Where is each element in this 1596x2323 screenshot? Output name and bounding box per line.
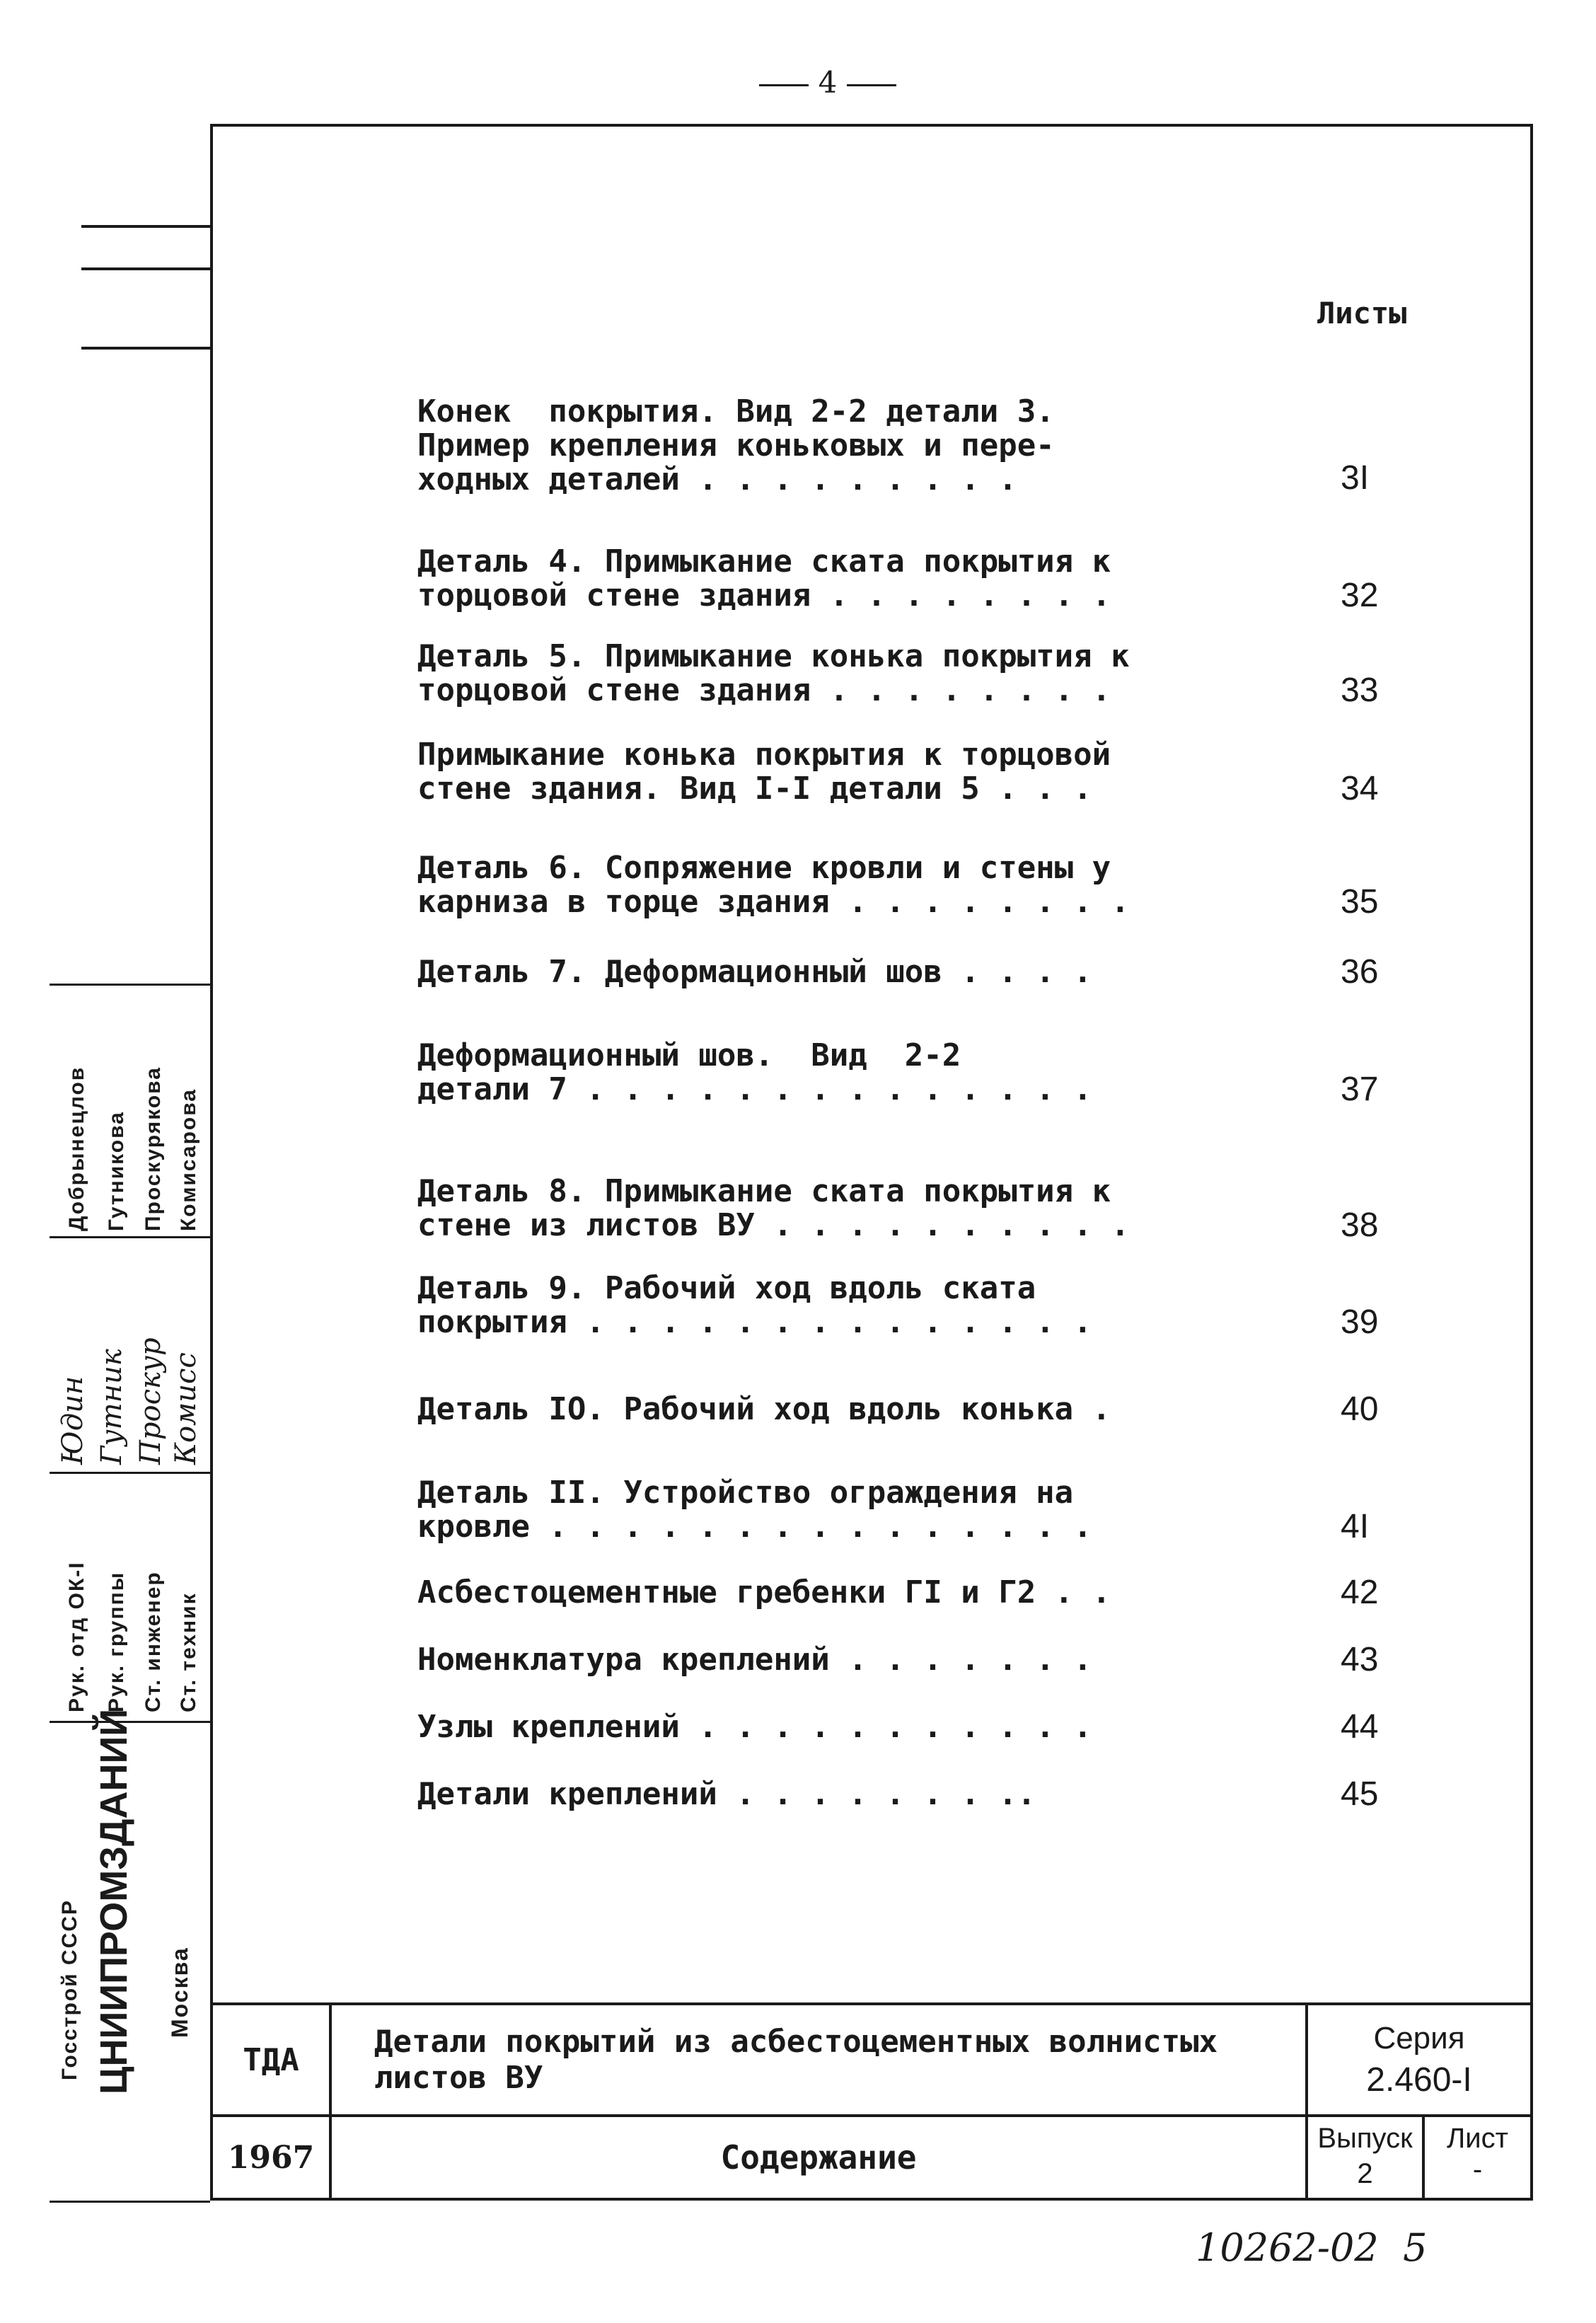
toc-entry-title: Деталь 8. Примыкание ската покрытия к стене из листов ВУ . . . . . . . . . .: [417, 1173, 1130, 1243]
toc-entry: [417, 1710, 1479, 1744]
toc-entry: [417, 640, 1479, 708]
toc-entry-title: Деталь 5. Примыкание конька покрытия к торцовой стене здания . . . . . . . .: [417, 638, 1130, 708]
toc-entry-page: 45: [1341, 1775, 1379, 1813]
approval-signature: Юдин: [57, 1376, 89, 1465]
toc-entry: [417, 1777, 1479, 1811]
approval-role: Рук. группы: [105, 1571, 128, 1712]
toc-entry-title: Деталь II. Устройство ограждения на кровле . . . . . . . . . . . . . . .: [417, 1475, 1092, 1545]
organization-name: ЦНИИПРОМЗДАНИЙ: [93, 1708, 135, 2094]
issue-label: Выпуск: [1317, 2123, 1413, 2154]
toc-entry-page: 34: [1341, 770, 1379, 807]
toc-entry-title: Номенклатура креплений . . . . . . .: [417, 1642, 1092, 1678]
toc-entry-page: 32: [1341, 577, 1379, 614]
margin-rule: [81, 225, 210, 228]
page-number: 4: [739, 65, 916, 100]
toc-entry-title: Деталь 4. Примыкание ската покрытия к торцовой стене здания . . . . . . . .: [417, 543, 1111, 613]
sheet-value: -: [1472, 2154, 1483, 2185]
toc-entry-page: 35: [1341, 883, 1379, 921]
approval-role: Рук. отд ОК-I: [65, 1561, 88, 1712]
sheet-cell: [1425, 2117, 1530, 2198]
margin-rule: [81, 267, 210, 270]
toc-entry-title: Деталь IO. Рабочий ход вдоль конька .: [417, 1391, 1111, 1427]
toc-entry-page: 3I: [1341, 459, 1370, 497]
series-value: 2.460-I: [1366, 2061, 1472, 2099]
approval-signature: Гутник: [96, 1349, 128, 1465]
toc-entry-title: Примыкание конька покрытия к торцовой стене здания. Вид I-I детали 5 . . .: [417, 737, 1111, 807]
approval-signature: Проскур: [134, 1337, 167, 1465]
toc-entry-page: 33: [1341, 671, 1379, 709]
toc-entry-title: Детали креплений . . . . . . . ..: [417, 1776, 1036, 1812]
toc-entry: [417, 1390, 1479, 1428]
toc-entry: [417, 395, 1479, 497]
toc-entry: [417, 1576, 1479, 1610]
toc-entry-page: 43: [1341, 1641, 1379, 1678]
toc-entry-title: Деталь 6. Сопряжение кровли и стены у карниза в торце здания . . . . . . . .: [417, 850, 1130, 920]
toc-entry-title: Деталь 7. Деформационный шов . . . .: [417, 954, 1092, 990]
year: 1967: [227, 2139, 315, 2176]
toc-entry-title: Узлы креплений . . . . . . . . . . .: [417, 1709, 1092, 1745]
series-label: Серия: [1373, 2021, 1465, 2056]
sheets-column-header: Листы: [1317, 296, 1407, 330]
series-cell: [1308, 2005, 1530, 2114]
toc-entry: [417, 1272, 1479, 1339]
toc-entry-page: 39: [1341, 1303, 1379, 1341]
archive-code: 10262-02 5: [1196, 2225, 1428, 2270]
issue-value: 2: [1357, 2158, 1373, 2189]
toc-entry-page: 36: [1341, 953, 1379, 991]
toc-entry-title: Деталь 9. Рабочий ход вдоль ската покрытия . . . . . . . . . . . . . .: [417, 1270, 1092, 1340]
toc-entry-page: 37: [1341, 1071, 1379, 1108]
toc-entry: [417, 851, 1479, 919]
document-title: Детали покрытий из асбестоцементных волнистых листов ВУ: [374, 2024, 1218, 2096]
approval-role: Ст. техник: [177, 1592, 200, 1712]
approval-signature: Комисс: [170, 1352, 202, 1465]
toc-entry-title: Деформационный шов. Вид 2-2 детали 7 . . . . . . . . . . . . . .: [417, 1037, 1092, 1107]
toc-entry: [417, 545, 1479, 613]
toc-entry-title: Асбестоцементные гребенки ГI и Г2 . .: [417, 1574, 1111, 1610]
approval-name: Комисарова: [177, 1088, 200, 1231]
approval-name: Проскурякова: [141, 1066, 165, 1231]
toc-entry-page: 40: [1341, 1390, 1379, 1428]
toc-entry: [417, 1643, 1479, 1677]
organization-ministry: Госстрой СССР: [58, 1899, 81, 2080]
toc-entry: [417, 1476, 1479, 1544]
toc-entry: [417, 1039, 1479, 1107]
org-code: ТДА: [243, 2041, 299, 2078]
margin-rule: [81, 347, 210, 350]
toc-entry: [417, 955, 1479, 989]
issue-cell: [1308, 2117, 1422, 2198]
organization-city: Москва: [167, 1947, 192, 2038]
toc-entry-page: 42: [1341, 1574, 1379, 1611]
approval-name: Гутникова: [105, 1111, 128, 1231]
toc-entry: [417, 738, 1479, 806]
approval-name: Добрынецлов: [65, 1066, 88, 1231]
approval-role: Ст. инженер: [141, 1571, 165, 1712]
toc-entry: [417, 1175, 1479, 1243]
sheet-subject: Содержание: [720, 2138, 917, 2177]
sheet-label: Лист: [1447, 2123, 1508, 2154]
bottom-rule: [50, 2201, 210, 2203]
toc-entry-page: 38: [1341, 1206, 1379, 1244]
toc-entry-page: 4I: [1341, 1508, 1370, 1545]
toc-entry-page: 44: [1341, 1708, 1379, 1746]
toc-entry-title: Конек покрытия. Вид 2-2 детали 3. Пример крепления коньковых и пере- ходных деталей . . . . . . . . .: [417, 393, 1055, 497]
